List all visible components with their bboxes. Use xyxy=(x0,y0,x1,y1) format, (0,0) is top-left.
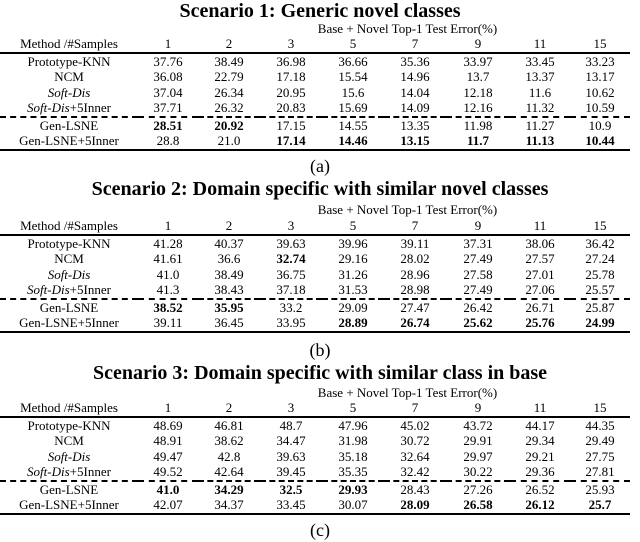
error-value: 41.0 xyxy=(138,481,198,498)
error-value: 30.22 xyxy=(463,464,493,479)
scenario-3-table xyxy=(0,400,630,515)
error-value: 46.81 xyxy=(198,417,260,434)
method-name-text: Gen-LSNE xyxy=(39,299,99,315)
error-value: 15.6 xyxy=(341,84,365,100)
column-header-samples: 11 xyxy=(510,36,570,53)
scenario-3-subheader: Base + Novel Top-1 Test Error(%) xyxy=(317,385,498,400)
error-value: 48.91 xyxy=(153,433,183,448)
table-row xyxy=(0,235,630,252)
error-value: 24.99 xyxy=(570,315,630,332)
method-name-text: Gen-LSNE+5Inner xyxy=(19,497,119,512)
error-value: 27.47 xyxy=(384,299,446,316)
error-value: 27.24 xyxy=(585,251,615,266)
method-name xyxy=(0,449,138,465)
error-value: 25.87 xyxy=(570,299,630,316)
error-value: 28.09 xyxy=(384,497,446,514)
method-name-text: Gen-LSNE xyxy=(39,481,99,497)
error-value: 39.45 xyxy=(276,464,306,479)
error-value: 30.72 xyxy=(400,433,430,448)
error-value: 32.74 xyxy=(276,251,306,266)
error-value: 13.35 xyxy=(384,117,446,134)
error-value: 27.81 xyxy=(585,464,615,479)
column-header-samples: 9 xyxy=(446,218,510,235)
error-value: 38.49 xyxy=(214,266,244,282)
error-value: 25.78 xyxy=(585,266,615,282)
error-value: 25.57 xyxy=(585,282,615,297)
error-value: 14.46 xyxy=(322,133,384,150)
column-header-samples: 5 xyxy=(322,218,384,235)
method-name xyxy=(0,497,138,514)
column-header-samples: 9 xyxy=(446,36,510,53)
method-name-suffix: +5Inner xyxy=(69,100,111,115)
error-value: 27.75 xyxy=(585,448,615,464)
error-value: 39.11 xyxy=(384,235,446,252)
error-value: 42.8 xyxy=(217,448,241,464)
error-value: 39.11 xyxy=(138,315,198,332)
error-value: 36.75 xyxy=(276,266,306,282)
method-name-italic: Soft-Dis xyxy=(47,84,91,100)
column-header-samples: 9 xyxy=(446,400,510,417)
method-name-suffix: +5Inner xyxy=(69,282,111,297)
method-name-text: NCM xyxy=(54,433,84,448)
error-value: 27.49 xyxy=(463,251,493,266)
error-value: 17.14 xyxy=(260,133,322,150)
method-name xyxy=(0,235,138,252)
error-value: 11.98 xyxy=(446,117,510,134)
error-value: 37.76 xyxy=(138,53,198,70)
method-name xyxy=(0,315,138,332)
error-value: 26.42 xyxy=(446,299,510,316)
error-value: 32.5 xyxy=(260,481,322,498)
scenario-3-caption: (c) xyxy=(310,520,330,540)
error-value: 36.6 xyxy=(217,251,241,266)
column-header-samples: 3 xyxy=(260,400,322,417)
error-value: 35.35 xyxy=(338,464,368,479)
error-value: 35.36 xyxy=(384,53,446,70)
error-value: 25.93 xyxy=(570,481,630,498)
error-value: 14.96 xyxy=(400,69,430,84)
error-value: 26.52 xyxy=(510,481,570,498)
table-row xyxy=(0,100,630,117)
method-name xyxy=(0,53,138,70)
column-header-samples: 15 xyxy=(570,36,630,53)
error-value: 10.9 xyxy=(570,117,630,134)
column-header-samples: 1 xyxy=(138,400,198,417)
error-value: 14.55 xyxy=(322,117,384,134)
error-value: 25.7 xyxy=(570,497,630,514)
error-value: 33.2 xyxy=(260,299,322,316)
error-value: 26.12 xyxy=(510,497,570,514)
method-name-italic: Soft-Dis xyxy=(27,100,70,115)
column-header-samples: 15 xyxy=(570,218,630,235)
error-value: 31.98 xyxy=(338,433,368,448)
table-row xyxy=(0,117,630,134)
error-value: 39.63 xyxy=(276,448,306,464)
method-name-text: NCM xyxy=(54,69,84,84)
error-value: 34.37 xyxy=(198,497,260,514)
column-header-samples: 11 xyxy=(510,218,570,235)
error-value: 25.62 xyxy=(446,315,510,332)
error-value: 36.45 xyxy=(198,315,260,332)
error-value: 41.28 xyxy=(138,235,198,252)
column-header-samples: 5 xyxy=(322,400,384,417)
column-header-method: Method /#Samples xyxy=(0,400,138,417)
error-value: 29.34 xyxy=(525,433,555,448)
method-name xyxy=(0,481,138,498)
error-value: 11.7 xyxy=(446,133,510,150)
error-value: 20.92 xyxy=(198,117,260,134)
error-value: 17.18 xyxy=(276,69,306,84)
column-header-samples: 5 xyxy=(322,36,384,53)
method-name xyxy=(0,299,138,316)
table-row xyxy=(0,449,630,465)
column-header-method: Method /#Samples xyxy=(0,218,138,235)
error-value: 47.96 xyxy=(322,417,384,434)
error-value: 11.6 xyxy=(528,84,552,100)
error-value: 35.18 xyxy=(338,448,368,464)
error-value: 33.97 xyxy=(446,53,510,70)
method-name xyxy=(0,117,138,134)
error-value: 36.98 xyxy=(260,53,322,70)
table-row xyxy=(0,267,630,283)
scenario-2-table xyxy=(0,218,630,333)
error-value: 36.42 xyxy=(570,235,630,252)
error-value: 12.18 xyxy=(463,84,493,100)
error-value: 13.15 xyxy=(384,133,446,150)
scenario-3-title: Scenario 3: Domain specific with similar class in base xyxy=(92,362,548,384)
error-value: 39.63 xyxy=(260,235,322,252)
error-value: 49.52 xyxy=(153,464,183,479)
method-name-italic: Soft-Dis xyxy=(47,448,91,464)
method-name-italic: Soft-Dis xyxy=(27,282,70,297)
error-value: 29.93 xyxy=(322,481,384,498)
error-value: 25.76 xyxy=(510,315,570,332)
table-row xyxy=(0,85,630,101)
error-value: 33.95 xyxy=(260,315,322,332)
error-value: 20.95 xyxy=(276,84,306,100)
error-value: 41.61 xyxy=(153,251,183,266)
column-header-samples: 7 xyxy=(384,218,446,235)
error-value: 29.09 xyxy=(322,299,384,316)
error-value: 10.44 xyxy=(570,133,630,150)
scenario-1-caption: (a) xyxy=(310,156,330,176)
error-value: 30.07 xyxy=(322,497,384,514)
method-name-text: NCM xyxy=(54,251,84,266)
error-value: 13.7 xyxy=(466,69,490,84)
scenario-2-caption: (b) xyxy=(309,340,331,360)
error-value: 29.21 xyxy=(525,448,555,464)
method-name xyxy=(0,417,138,434)
method-name xyxy=(0,85,138,101)
error-value: 33.45 xyxy=(510,53,570,70)
error-value: 32.42 xyxy=(400,464,430,479)
method-name-text: Prototype-KNN xyxy=(27,417,111,433)
method-name xyxy=(0,251,138,267)
error-value: 42.07 xyxy=(138,497,198,514)
column-header-samples: 1 xyxy=(138,218,198,235)
error-value: 36.08 xyxy=(153,69,183,84)
error-value: 15.54 xyxy=(338,69,368,84)
method-name-text: Gen-LSNE+5Inner xyxy=(19,315,119,330)
error-value: 11.32 xyxy=(525,100,555,115)
error-value: 27.58 xyxy=(463,266,493,282)
error-value: 27.01 xyxy=(525,266,555,282)
error-value: 49.47 xyxy=(153,448,183,464)
table-row xyxy=(0,315,630,332)
column-header-samples: 2 xyxy=(198,400,260,417)
error-value: 41.0 xyxy=(156,266,180,282)
column-header-samples: 1 xyxy=(138,36,198,53)
error-value: 29.16 xyxy=(338,251,368,266)
error-value: 26.58 xyxy=(446,497,510,514)
error-value: 26.34 xyxy=(214,84,244,100)
error-value: 31.26 xyxy=(338,266,368,282)
error-value: 40.37 xyxy=(198,235,260,252)
table-row xyxy=(0,464,630,481)
error-value: 37.18 xyxy=(276,282,306,297)
error-value: 37.71 xyxy=(153,100,183,115)
error-value: 28.98 xyxy=(400,282,430,297)
error-value: 28.8 xyxy=(138,133,198,150)
table-row xyxy=(0,251,630,267)
error-value: 15.69 xyxy=(338,100,368,115)
error-value: 11.13 xyxy=(510,133,570,150)
error-value: 35.95 xyxy=(198,299,260,316)
error-value: 38.43 xyxy=(214,282,244,297)
error-value: 12.16 xyxy=(463,100,493,115)
method-name-suffix: +5Inner xyxy=(69,464,111,479)
column-header-samples: 15 xyxy=(570,400,630,417)
error-value: 32.64 xyxy=(400,448,430,464)
method-name-italic: Soft-Dis xyxy=(47,266,91,282)
table-row xyxy=(0,53,630,70)
column-header-samples: 2 xyxy=(198,218,260,235)
error-value: 29.49 xyxy=(585,433,615,448)
error-value: 20.83 xyxy=(276,100,306,115)
scenario-1-title: Scenario 1: Generic novel classes xyxy=(179,0,461,22)
column-header-samples: 7 xyxy=(384,36,446,53)
error-value: 27.06 xyxy=(525,282,555,297)
error-value: 17.15 xyxy=(260,117,322,134)
table-row xyxy=(0,69,630,85)
error-value: 26.74 xyxy=(384,315,446,332)
error-value: 28.02 xyxy=(400,251,430,266)
error-value: 10.59 xyxy=(585,100,615,115)
error-value: 41.3 xyxy=(156,282,180,297)
scenario-1-table xyxy=(0,36,630,151)
error-value: 42.64 xyxy=(214,464,244,479)
error-value: 14.09 xyxy=(400,100,430,115)
error-value: 28.96 xyxy=(400,266,430,282)
method-name xyxy=(0,282,138,299)
error-value: 37.31 xyxy=(446,235,510,252)
error-value: 48.69 xyxy=(138,417,198,434)
scenario-2-subheader: Base + Novel Top-1 Test Error(%) xyxy=(317,202,498,217)
error-value: 27.26 xyxy=(446,481,510,498)
table-row xyxy=(0,481,630,498)
error-value: 29.97 xyxy=(463,448,493,464)
error-value: 21.0 xyxy=(198,133,260,150)
error-value: 34.29 xyxy=(198,481,260,498)
error-value: 29.36 xyxy=(525,464,555,479)
method-name xyxy=(0,69,138,85)
error-value: 43.72 xyxy=(446,417,510,434)
error-value: 34.47 xyxy=(276,433,306,448)
error-value: 28.51 xyxy=(138,117,198,134)
error-value: 33.23 xyxy=(570,53,630,70)
error-value: 37.04 xyxy=(153,84,183,100)
table-row xyxy=(0,133,630,150)
table-row xyxy=(0,417,630,434)
column-header-samples: 3 xyxy=(260,218,322,235)
error-value: 27.57 xyxy=(525,251,555,266)
table-row xyxy=(0,282,630,299)
column-header-samples: 2 xyxy=(198,36,260,53)
table-row xyxy=(0,299,630,316)
error-value: 44.35 xyxy=(570,417,630,434)
error-value: 22.79 xyxy=(214,69,244,84)
method-name-text: Gen-LSNE+5Inner xyxy=(19,133,119,148)
method-name-text: Prototype-KNN xyxy=(27,235,111,251)
error-value: 45.02 xyxy=(384,417,446,434)
error-value: 11.27 xyxy=(510,117,570,134)
error-value: 31.53 xyxy=(338,282,368,297)
error-value: 13.37 xyxy=(525,69,555,84)
table-row xyxy=(0,433,630,449)
error-value: 10.62 xyxy=(585,84,615,100)
column-header-samples: 7 xyxy=(384,400,446,417)
error-value: 36.66 xyxy=(322,53,384,70)
method-name xyxy=(0,267,138,283)
error-value: 38.62 xyxy=(214,433,244,448)
method-name-italic: Soft-Dis xyxy=(27,464,70,479)
error-value: 38.06 xyxy=(510,235,570,252)
method-name xyxy=(0,133,138,150)
method-name-text: Gen-LSNE xyxy=(39,117,99,133)
error-value: 28.43 xyxy=(384,481,446,498)
method-name xyxy=(0,100,138,117)
error-value: 29.91 xyxy=(463,433,493,448)
method-name xyxy=(0,433,138,449)
column-header-method: Method /#Samples xyxy=(0,36,138,53)
column-header-samples: 11 xyxy=(510,400,570,417)
scenario-1-subheader: Base + Novel Top-1 Test Error(%) xyxy=(317,21,498,36)
error-value: 33.45 xyxy=(260,497,322,514)
error-value: 38.52 xyxy=(138,299,198,316)
error-value: 27.49 xyxy=(463,282,493,297)
table-row xyxy=(0,497,630,514)
error-value: 48.7 xyxy=(260,417,322,434)
method-name xyxy=(0,464,138,481)
error-value: 26.32 xyxy=(214,100,244,115)
error-value: 44.17 xyxy=(510,417,570,434)
error-value: 13.17 xyxy=(585,69,615,84)
method-name-text: Prototype-KNN xyxy=(27,53,111,69)
error-value: 38.49 xyxy=(198,53,260,70)
column-header-samples: 3 xyxy=(260,36,322,53)
error-value: 28.89 xyxy=(322,315,384,332)
scenario-2-title: Scenario 2: Domain specific with similar novel classes xyxy=(91,178,549,200)
error-value: 26.71 xyxy=(510,299,570,316)
error-value: 14.04 xyxy=(400,84,430,100)
error-value: 39.96 xyxy=(322,235,384,252)
